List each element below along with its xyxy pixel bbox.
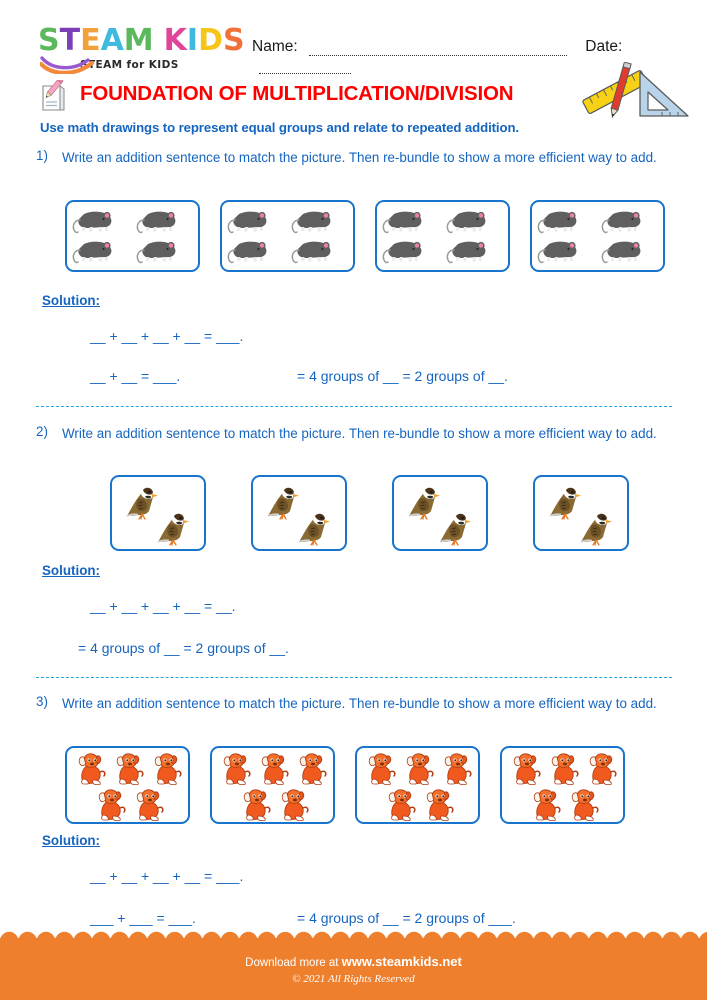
dog-item	[258, 752, 290, 786]
dog-item	[385, 788, 417, 822]
mouse-icon	[381, 208, 425, 234]
bird-item	[438, 509, 472, 547]
question-1-solution-label: Solution:	[42, 293, 101, 308]
dog-icon	[548, 752, 580, 786]
picture-box-bird	[251, 475, 347, 551]
logo-wordmark	[38, 23, 245, 58]
mouse-icon	[71, 238, 115, 264]
logo-letter-s-8: S	[222, 23, 245, 58]
dog-icon	[151, 752, 183, 786]
mouse-icon	[536, 238, 580, 264]
dog-icon	[220, 752, 252, 786]
question-1-equation-2[interactable]: __ + __ = ___.	[90, 368, 181, 384]
mouse-icon	[135, 238, 179, 264]
dog-item	[441, 752, 473, 786]
mouse-item	[135, 208, 179, 234]
dog-item	[296, 752, 328, 786]
bird-item	[156, 509, 190, 547]
mouse-icon	[135, 208, 179, 234]
dog-item	[151, 752, 183, 786]
footer-download-line	[0, 954, 707, 969]
question-3-equation-2[interactable]: ___ + ___ = ___.	[90, 910, 196, 926]
logo-letter-i-6: I	[186, 23, 199, 58]
name-date-row	[252, 38, 682, 62]
picture-box-bird	[533, 475, 629, 551]
mouse-item	[226, 208, 270, 234]
mouse-icon	[290, 208, 334, 234]
mouse-item	[381, 208, 425, 234]
bird-icon	[407, 483, 441, 521]
question-1-number: 1)	[36, 148, 48, 163]
dog-item	[95, 788, 127, 822]
mouse-icon	[600, 238, 644, 264]
dog-item	[530, 788, 562, 822]
mouse-icon	[445, 238, 489, 264]
mouse-item	[290, 238, 334, 264]
question-3-number: 3)	[36, 694, 48, 709]
mouse-icon	[600, 208, 644, 234]
mouse-icon	[226, 208, 270, 234]
logo-letter-k-5: K	[163, 23, 187, 58]
question-2-text: Write an addition sentence to match the picture. Then re-bundle to show a more efficient way to add.	[62, 426, 657, 441]
picture-box-dog	[355, 746, 480, 824]
mouse-item	[71, 208, 115, 234]
dog-item	[510, 752, 542, 786]
question-1-text: Write an addition sentence to match the picture. Then re-bundle to show a more efficient way to add.	[62, 150, 657, 165]
question-3-picture-row	[65, 746, 625, 824]
bird-item	[579, 509, 613, 547]
footer-site-link[interactable]: www.steamkids.net	[341, 954, 462, 969]
dog-icon	[568, 788, 600, 822]
mouse-item	[536, 208, 580, 234]
dog-item	[586, 752, 618, 786]
mouse-icon	[381, 238, 425, 264]
divider-2	[36, 677, 672, 678]
question-2-picture-row	[110, 475, 629, 551]
dog-item	[220, 752, 252, 786]
dog-item	[75, 752, 107, 786]
mouse-item	[445, 208, 489, 234]
logo-swoosh-icon	[40, 54, 96, 74]
dog-item	[240, 788, 272, 822]
steam-kids-logo	[38, 23, 245, 74]
mouse-item	[600, 208, 644, 234]
bird-item	[266, 483, 300, 521]
question-2-solution-label: Solution:	[42, 563, 101, 578]
ruler-pencil-icon	[576, 62, 694, 124]
dog-item	[403, 752, 435, 786]
question-1-equation-1[interactable]: __ + __ + __ + __ = ___.	[90, 328, 244, 344]
bird-icon	[125, 483, 159, 521]
question-1-picture-row	[65, 200, 665, 272]
picture-box-bird	[392, 475, 488, 551]
mouse-item	[135, 238, 179, 264]
bird-icon	[438, 509, 472, 547]
footer-copyright: © 2021 All Rights Reserved	[292, 973, 415, 985]
dog-icon	[75, 752, 107, 786]
picture-box-dog	[500, 746, 625, 824]
dog-item	[548, 752, 580, 786]
worksheet-instruction: Use math drawings to represent equal groups and relate to repeated addition.	[40, 120, 519, 135]
mouse-item	[71, 238, 115, 264]
dog-icon	[296, 752, 328, 786]
logo-letter-m-4: M	[123, 23, 154, 58]
date-input[interactable]	[259, 62, 351, 74]
mouse-icon	[71, 208, 115, 234]
page-title: FOUNDATION OF MULTIPLICATION/DIVISION	[80, 82, 514, 105]
mouse-item	[381, 238, 425, 264]
mouse-icon	[536, 208, 580, 234]
dog-icon	[530, 788, 562, 822]
dog-item	[133, 788, 165, 822]
bird-item	[407, 483, 441, 521]
logo-letter-a-3: A	[100, 23, 124, 58]
picture-box-mouse	[65, 200, 200, 272]
question-2-equation-1[interactable]: __ + __ + __ + __ = __.	[90, 598, 236, 614]
dog-item	[423, 788, 455, 822]
dog-icon	[278, 788, 310, 822]
question-2-number: 2)	[36, 424, 48, 439]
mouse-item	[290, 208, 334, 234]
question-2-equation-2[interactable]: = 4 groups of __ = 2 groups of __.	[78, 640, 289, 656]
bird-item	[125, 483, 159, 521]
picture-box-bird	[110, 475, 206, 551]
question-1-equation-3[interactable]: = 4 groups of __ = 2 groups of __.	[297, 368, 508, 384]
name-label: Name:	[252, 38, 298, 55]
dog-icon	[258, 752, 290, 786]
mouse-item	[226, 238, 270, 264]
mouse-item	[445, 238, 489, 264]
mouse-item	[600, 238, 644, 264]
mouse-icon	[226, 238, 270, 264]
dog-icon	[403, 752, 435, 786]
picture-box-mouse	[530, 200, 665, 272]
bird-item	[297, 509, 331, 547]
dog-icon	[586, 752, 618, 786]
bird-icon	[156, 509, 190, 547]
bird-icon	[297, 509, 331, 547]
dog-item	[278, 788, 310, 822]
dog-icon	[441, 752, 473, 786]
picture-box-mouse	[375, 200, 510, 272]
question-3-text: Write an addition sentence to match the picture. Then re-bundle to show a more efficient way to add.	[62, 696, 657, 711]
dog-item	[568, 788, 600, 822]
footer-download-text: Download more at	[245, 957, 342, 969]
picture-box-dog	[65, 746, 190, 824]
dog-icon	[133, 788, 165, 822]
dog-item	[113, 752, 145, 786]
mouse-item	[536, 238, 580, 264]
logo-letter-d-7: D	[198, 23, 223, 58]
dog-icon	[365, 752, 397, 786]
bird-icon	[548, 483, 582, 521]
dog-icon	[510, 752, 542, 786]
logo-letter-s-0: S	[38, 23, 60, 58]
question-3-equation-1[interactable]: __ + __ + __ + __ = ___.	[90, 868, 244, 884]
date-label: Date:	[585, 38, 623, 55]
name-input[interactable]	[309, 44, 567, 56]
picture-box-mouse	[220, 200, 355, 272]
mouse-icon	[445, 208, 489, 234]
logo-tagline: STEAM for KIDS	[80, 59, 179, 71]
page-footer	[0, 938, 707, 1000]
dog-icon	[113, 752, 145, 786]
notepad-pencil-icon	[38, 80, 68, 112]
scallop-edge	[0, 929, 707, 941]
picture-box-dog	[210, 746, 335, 824]
dog-icon	[240, 788, 272, 822]
dog-icon	[423, 788, 455, 822]
logo-letter-t-1: T	[59, 23, 81, 58]
question-3-equation-3[interactable]: = 4 groups of __ = 2 groups of ___.	[297, 910, 516, 926]
bird-icon	[579, 509, 613, 547]
logo-letter-e-2: E	[80, 23, 101, 58]
divider-1	[36, 406, 672, 407]
dog-icon	[385, 788, 417, 822]
bird-icon	[266, 483, 300, 521]
dog-item	[365, 752, 397, 786]
bird-item	[548, 483, 582, 521]
mouse-icon	[290, 238, 334, 264]
dog-icon	[95, 788, 127, 822]
question-3-solution-label: Solution:	[42, 833, 101, 848]
